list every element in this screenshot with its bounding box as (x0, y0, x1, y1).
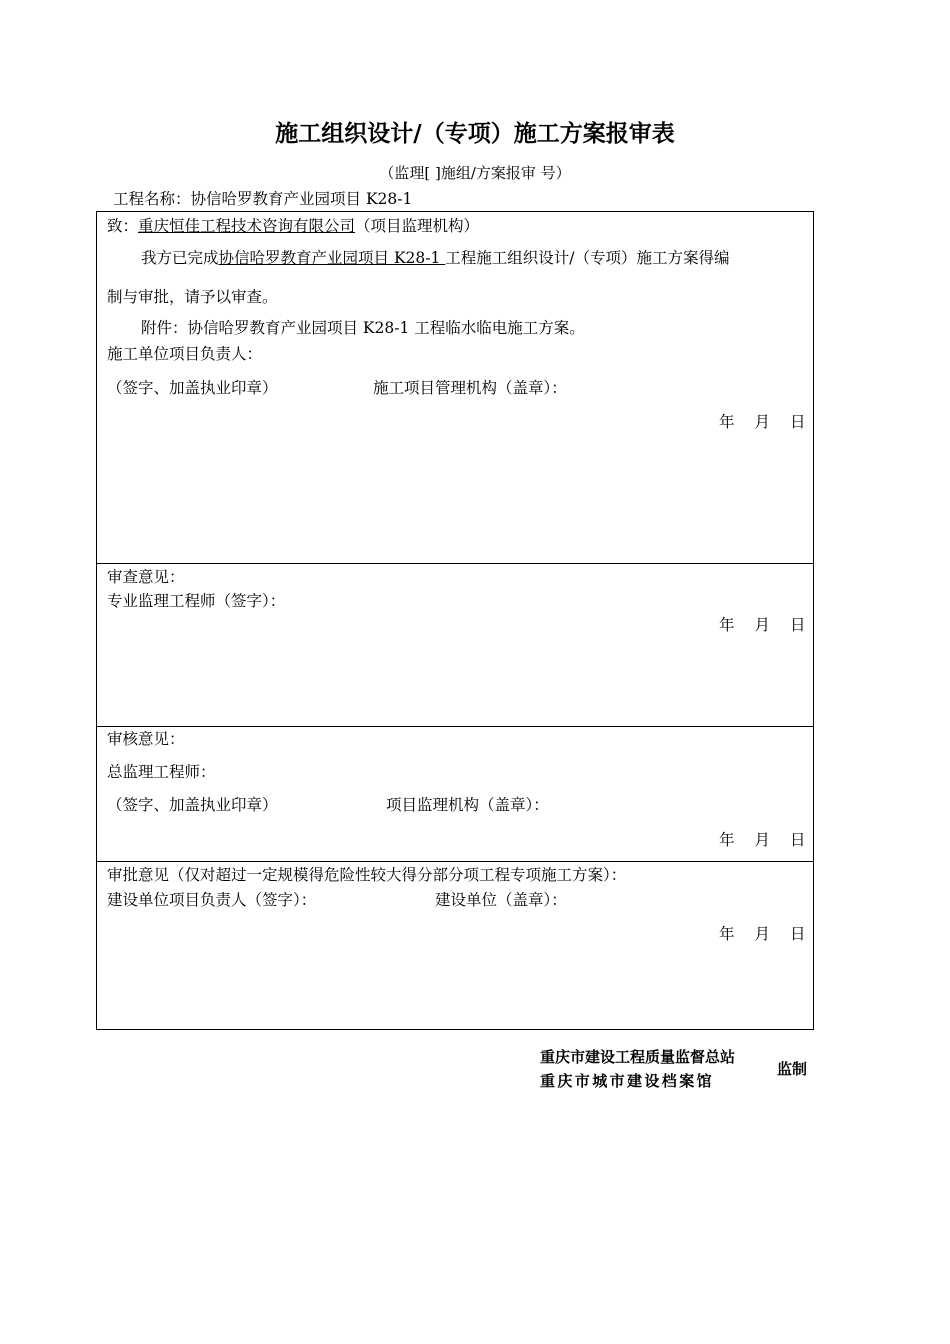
year-label: 年 (719, 616, 735, 634)
project-line (113, 190, 412, 209)
project-label: 工程名称： (113, 190, 191, 208)
supervisor-org-name: 重庆恒佳工程技术咨询有限公司 (138, 217, 356, 235)
form-serial: （监理[ ]施组/方案报审 号） (379, 164, 571, 182)
month-label: 月 (754, 616, 771, 634)
approval-form-table (96, 211, 814, 1030)
audit-opinion-label: 审核意见： (107, 730, 185, 748)
year-label: 年 (719, 831, 735, 849)
owner-stamp-label: 建设单位（盖章）： (435, 891, 567, 909)
attachment-line: 附件：协信哈罗教育产业园项目 K28-1 工程临水临电施工方案。 (141, 319, 585, 337)
addressee-line (107, 217, 479, 236)
footer-org-archives: 重庆市城市建设档案馆 (540, 1072, 715, 1090)
footer-org-quality-station: 重庆市建设工程质量监督总站 (540, 1048, 736, 1066)
month-label: 月 (754, 925, 771, 943)
contractor-org-label: 施工项目管理机构（盖章）： (373, 379, 567, 397)
approval-opinion-label: 审批意见（仅对超过一定规模得危险性较大得分部分项工程专项施工方案）： (107, 866, 627, 884)
specialist-engineer-label: 专业监理工程师（签字）： (107, 592, 286, 610)
contractor-leader-label: 施工单位项目负责人： (107, 345, 263, 363)
date-submit (719, 413, 806, 432)
chief-sign-note: （签字、加盖执业印章） (107, 796, 278, 814)
month-label: 月 (754, 413, 771, 431)
date-review (719, 616, 806, 635)
date-audit (719, 831, 806, 850)
day-label: 日 (790, 413, 806, 431)
day-label: 日 (790, 616, 806, 634)
day-label: 日 (790, 925, 806, 943)
submission-statement (141, 249, 730, 268)
year-label: 年 (719, 925, 735, 943)
statement-prefix: 我方已完成 (141, 249, 219, 267)
form-title: 施工组织设计/（专项）施工方案报审表 (275, 120, 675, 147)
year-label: 年 (719, 413, 735, 431)
to-label: 致： (107, 217, 139, 235)
section-divider (97, 563, 813, 564)
month-label: 月 (754, 831, 771, 849)
section-divider (97, 726, 813, 727)
review-opinion-label: 审查意见： (107, 568, 185, 586)
supervisor-org-stamp-label: 项目监理机构（盖章）： (386, 796, 549, 814)
section-divider (97, 861, 813, 862)
statement-line-2: 制与审批，请予以审查。 (107, 288, 278, 306)
date-approve (719, 925, 806, 944)
day-label: 日 (790, 831, 806, 849)
supervisor-org-suffix: （项目监理机构） (355, 217, 480, 235)
statement-project: 协信哈罗教育产业园项目 K28-1 (218, 249, 446, 267)
footer-issued-label: 监制 (777, 1060, 808, 1078)
statement-suffix: 工程施工组织设计/（专项）施工方案得编 (445, 249, 730, 267)
owner-leader-label: 建设单位项目负责人（签字）： (107, 891, 317, 909)
chief-engineer-label: 总监理工程师： (107, 763, 216, 781)
contractor-sign-note: （签字、加盖执业印章） (107, 379, 278, 397)
project-name: 协信哈罗教育产业园项目 K28-1 (190, 190, 413, 208)
